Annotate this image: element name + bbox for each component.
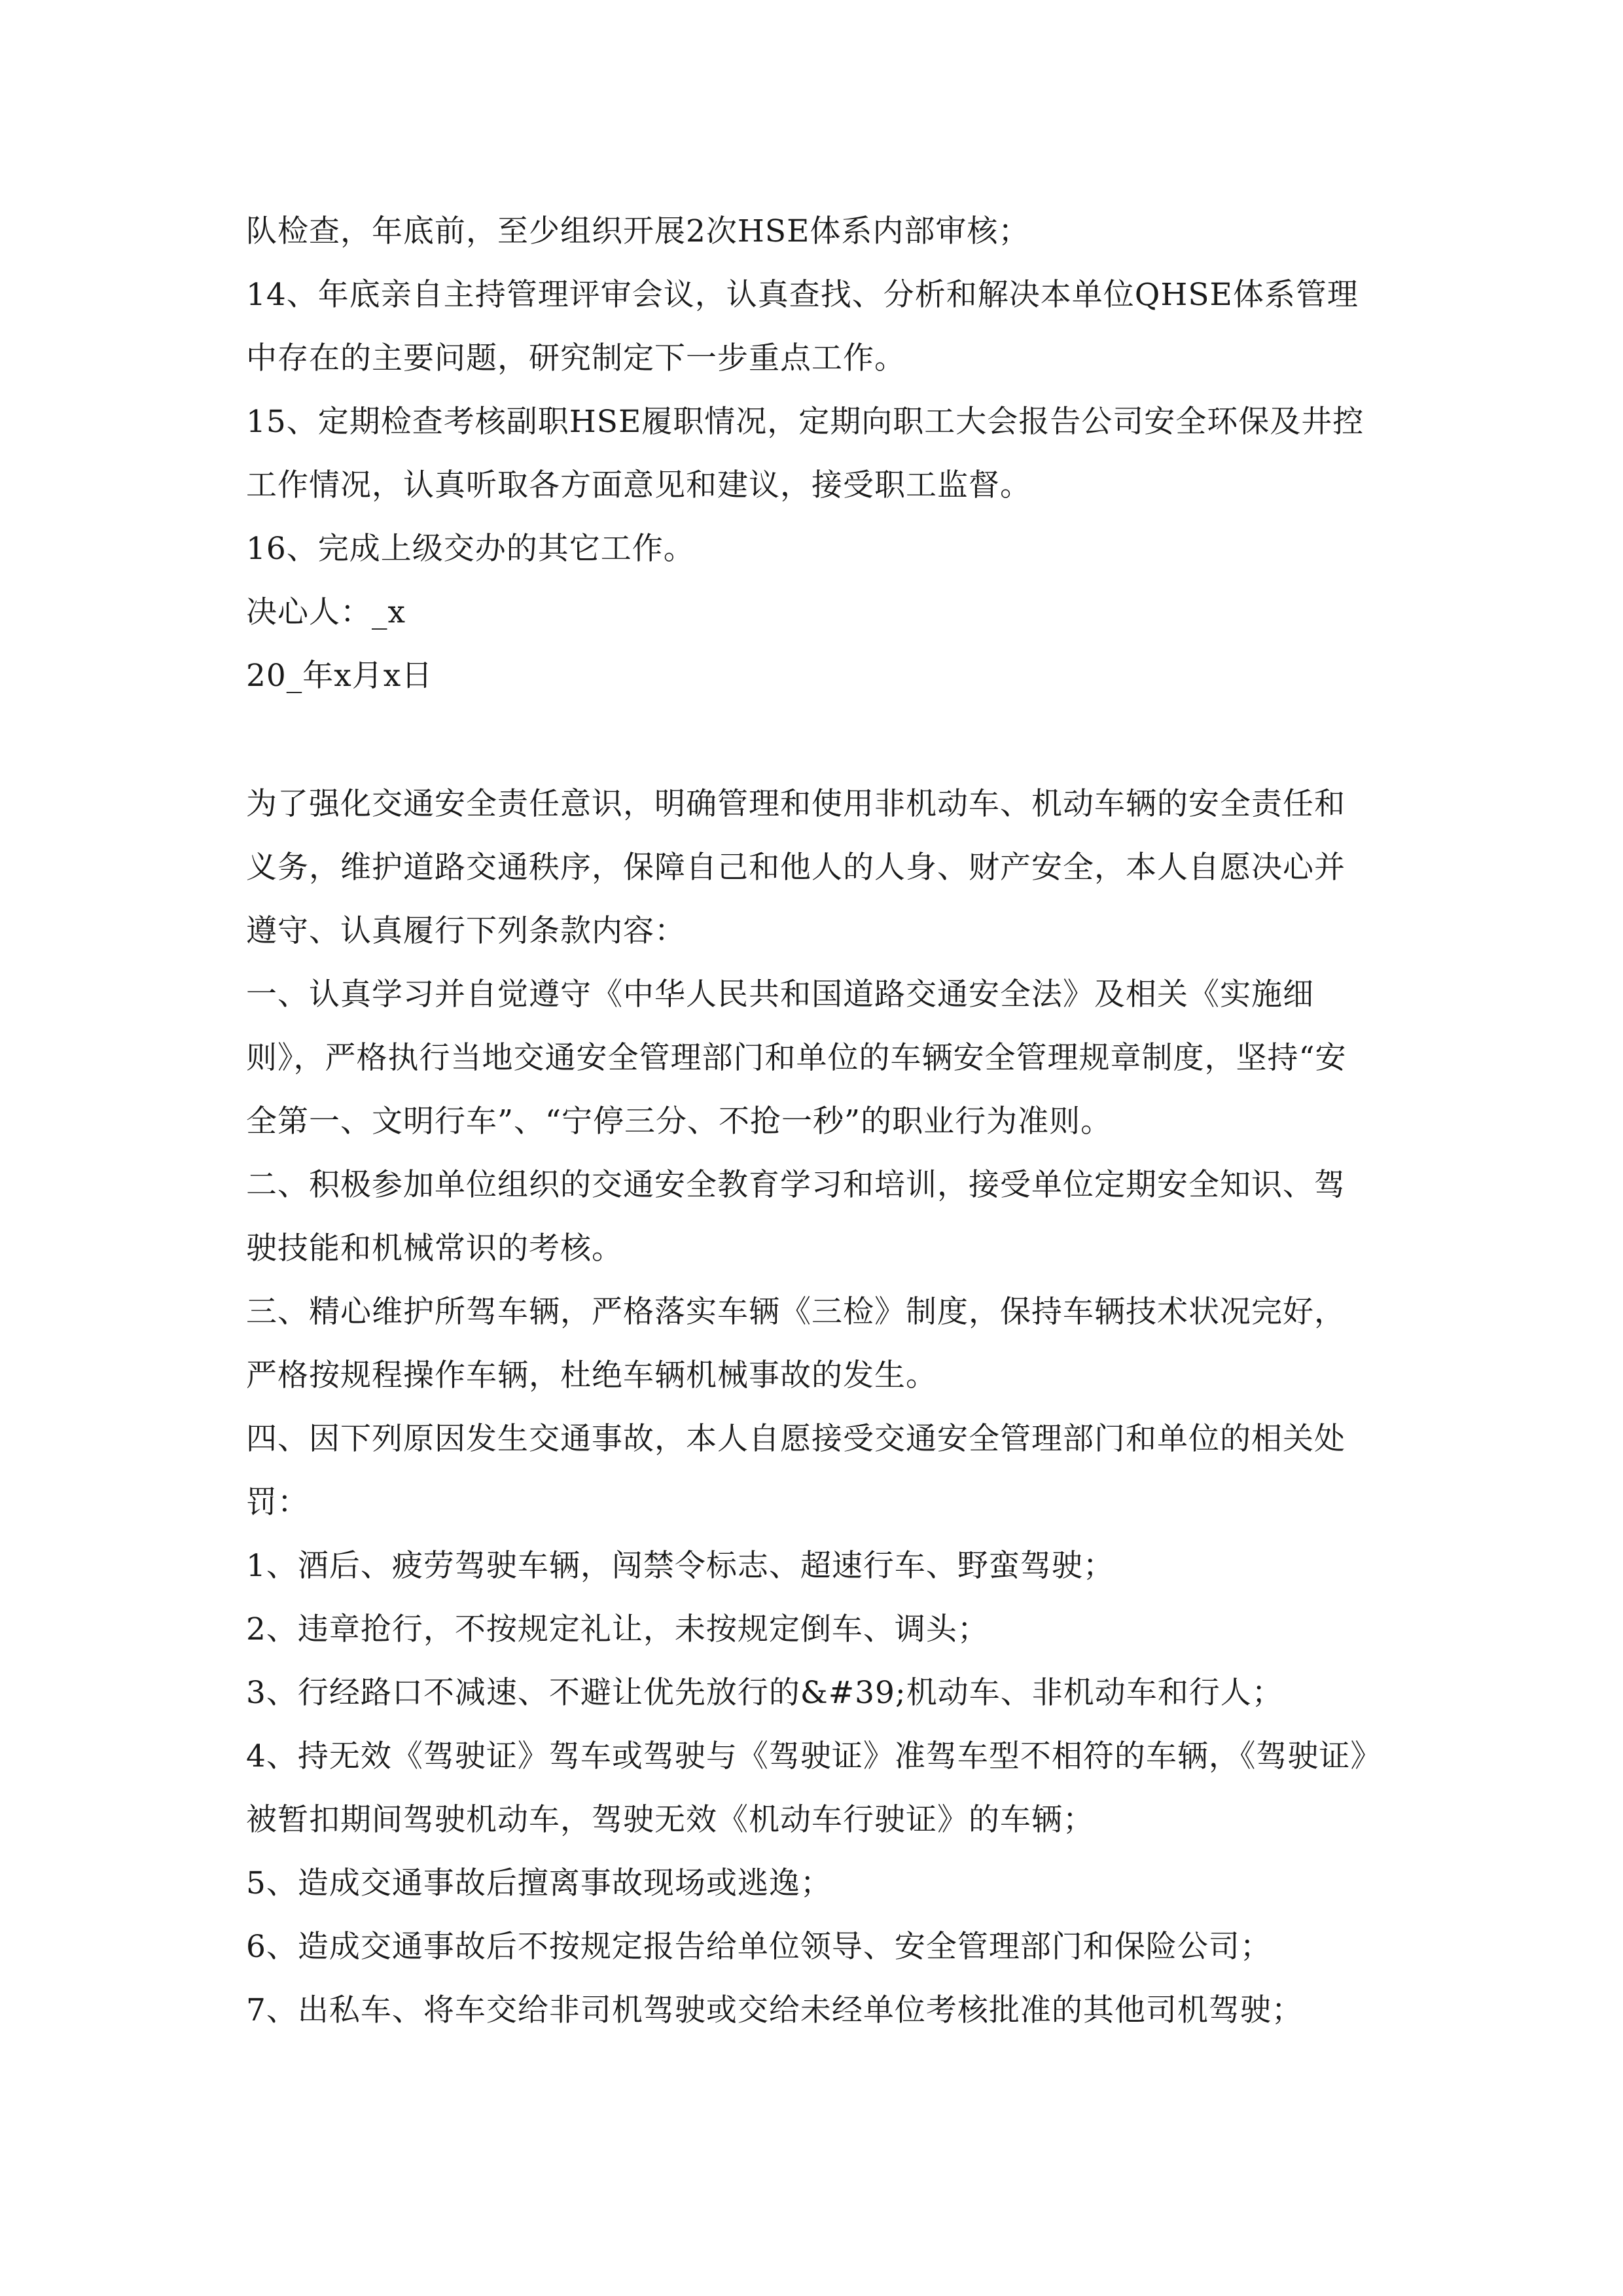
date-line: 20_年x月x日 xyxy=(246,658,433,694)
text-line: 四、因下列原因发生交通事故，本人自愿接受交通安全管理部门和单位的相关处 xyxy=(246,1421,1346,1457)
list-item: 1、酒后、疲劳驾驶车辆，闯禁令标志、超速行车、野蛮驾驶； xyxy=(246,1548,1115,1584)
hse-responsibility-section xyxy=(246,200,1385,708)
text-line: 遵守、认真履行下列条款内容： xyxy=(246,913,686,949)
text-line: 中存在的主要问题，研究制定下一步重点工作。 xyxy=(246,340,906,376)
text-line: 罚： xyxy=(246,1484,309,1520)
text-line: 则》，严格执行当地交通安全管理部门和单位的车辆安全管理规章制度，坚持“安 xyxy=(246,1040,1347,1076)
list-item: 7、出私车、将车交给非司机驾驶或交给未经单位考核批准的其他司机驾驶； xyxy=(246,1992,1303,2028)
text-line: 驶技能和机械常识的考核。 xyxy=(246,1230,623,1266)
text-line: 14、年底亲自主持管理评审会议，认真查找、分析和解决本单位QHSE体系管理 xyxy=(246,277,1359,313)
text-line: 15、定期检查考核副职HSE履职情况，定期向职工大会报告公司安全环保及井控 xyxy=(246,404,1364,440)
text-line: 三、精心维护所驾车辆，严格落实车辆《三检》制度，保持车辆技术状况完好， xyxy=(246,1294,1346,1330)
text-line: 为了强化交通安全责任意识，明确管理和使用非机动车、机动车辆的安全责任和 xyxy=(246,786,1346,822)
signer-line: 决心人：_x xyxy=(246,594,406,630)
list-item: 5、造成交通事故后擅离事故现场或逃逸； xyxy=(246,1865,832,1901)
text-line: 严格按规程操作车辆，杜绝车辆机械事故的发生。 xyxy=(246,1357,937,1393)
text-line: 二、积极参加单位组织的交通安全教育学习和培训，接受单位定期安全知识、驾 xyxy=(246,1167,1346,1203)
list-item: 2、违章抢行，不按规定礼让，未按规定倒车、调头； xyxy=(246,1611,989,1647)
text-line: 工作情况，认真听取各方面意见和建议，接受职工监督。 xyxy=(246,467,1031,503)
list-item: 3、行经路口不减速、不避让优先放行的&#39;机动车、非机动车和行人； xyxy=(246,1675,1283,1711)
text-line: 队检查，年底前，至少组织开展2次HSE体系内部审核； xyxy=(246,213,1030,249)
list-item: 被暂扣期间驾驶机动车，驾驶无效《机动车行驶证》的车辆； xyxy=(246,1802,1094,1838)
text-line: 义务，维护道路交通秩序，保障自己和他人的人身、财产安全，本人自愿决心并 xyxy=(246,850,1346,886)
list-item: 6、造成交通事故后不按规定报告给单位领导、安全管理部门和保险公司； xyxy=(246,1929,1272,1965)
traffic-safety-section xyxy=(246,772,1385,2042)
text-line: 一、认真学习并自觉遵守《中华人民共和国道路交通安全法》及相关《实施细 xyxy=(246,977,1314,1013)
text-line: 16、完成上级交办的其它工作。 xyxy=(246,531,695,567)
list-item: 4、持无效《驾驶证》驾车或驾驶与《驾驶证》准驾车型不相符的车辆，《驾驶证》 xyxy=(246,1738,1382,1774)
text-line: 全第一、文明行车”、“宁停三分、不抢一秒”的职业行为准则。 xyxy=(246,1103,1113,1139)
